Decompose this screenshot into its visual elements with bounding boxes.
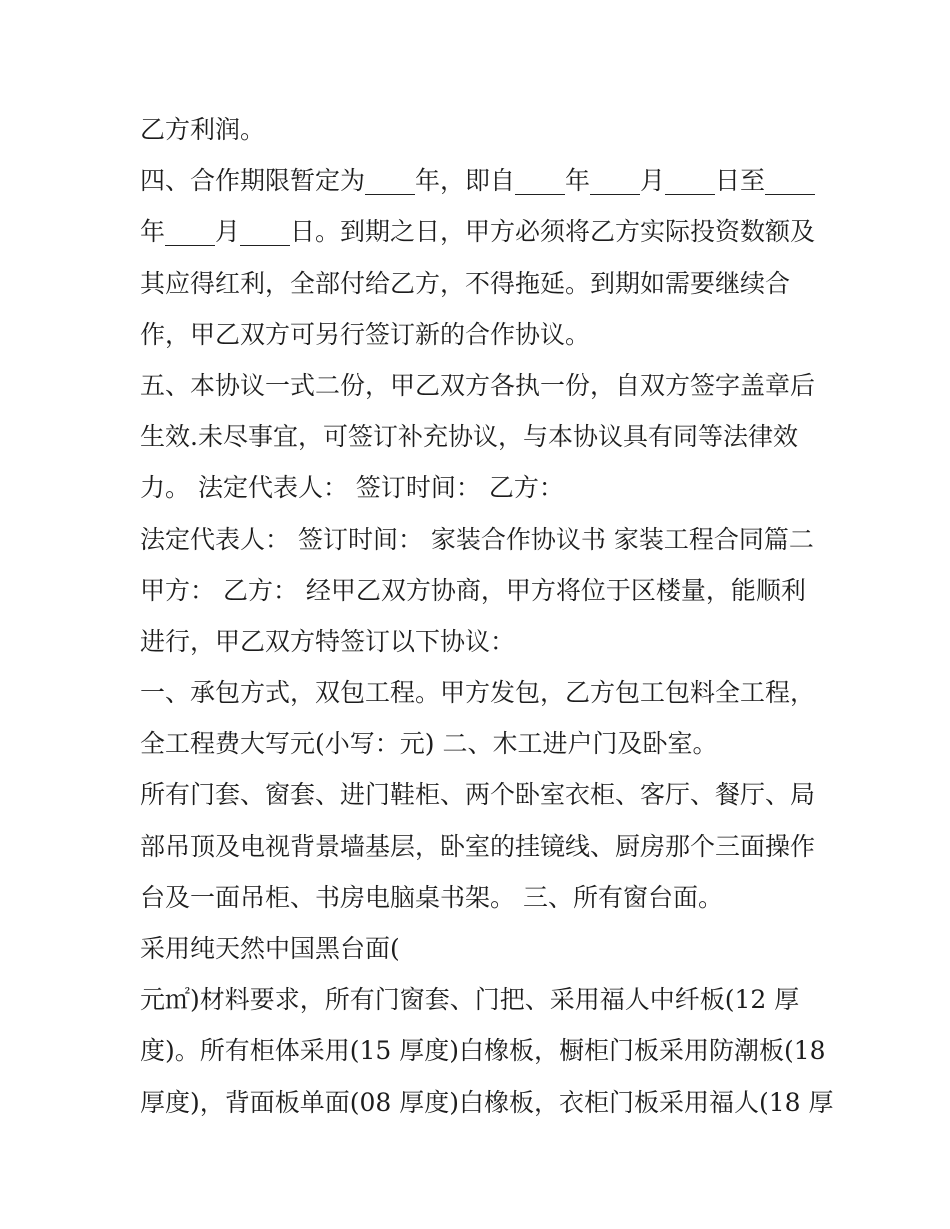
text-line: 乙方利润。: [140, 115, 266, 144]
text-line: 部吊顶及电视背景墙基层，卧室的挂镜线、厨房那个三面操作: [140, 831, 816, 861]
text-line: 进行，甲乙双方特签订以下协议：: [140, 626, 516, 656]
text-line: 元㎡)材料要求，所有门窗套、门把、采用福人中纤板(12 厚: [140, 985, 800, 1015]
text-line: 作，甲乙双方可另行签订新的合作协议。: [140, 319, 591, 349]
text-line: 甲方： 乙方： 经甲乙双方协商，甲方将位于区楼量，能顺利: [140, 575, 806, 605]
text-line: 厚度)，背面板单面(08 厚度)白橡板，衣柜门板采用福人(18 厚: [140, 1087, 834, 1117]
text-line: 四、合作期限暂定为____年，即自____年____月____日至____: [140, 166, 816, 196]
text-line: 其应得红利，全部付给乙方，不得拖延。到期如需要继续合: [140, 268, 791, 298]
text-line: 度)。所有柜体采用(15 厚度)白橡板，橱柜门板采用防潮板(18: [140, 1036, 826, 1066]
text-line: 法定代表人： 签订时间： 家装合作协议书 家装工程合同篇二: [140, 524, 814, 554]
text-line: 五、本协议一式二份，甲乙双方各执一份，自双方签字盖章后: [140, 370, 816, 400]
text-line: 台及一面吊柜、书房电脑桌书架。 三、所有窗台面。: [140, 882, 723, 912]
text-line: 全工程费大写元(小写：元) 二、木工进户门及卧室。: [140, 729, 718, 759]
document-body: [140, 104, 834, 1128]
text-line: 一、承包方式，双包工程。甲方发包，乙方包工包料全工程，: [140, 678, 816, 708]
text-line: 年____月____日。到期之日，甲方必须将乙方实际投资数额及: [140, 217, 816, 247]
text-line: 力。 法定代表人： 签订时间： 乙方：: [140, 473, 564, 503]
text-line: 采用纯天然中国黑台面(: [140, 934, 400, 963]
text-line: 所有门套、窗套、进门鞋柜、两个卧室衣柜、客厅、餐厅、局: [140, 780, 816, 810]
text-line: 生效.未尽事宜，可签订补充协议，与本协议具有同等法律效: [140, 422, 798, 452]
